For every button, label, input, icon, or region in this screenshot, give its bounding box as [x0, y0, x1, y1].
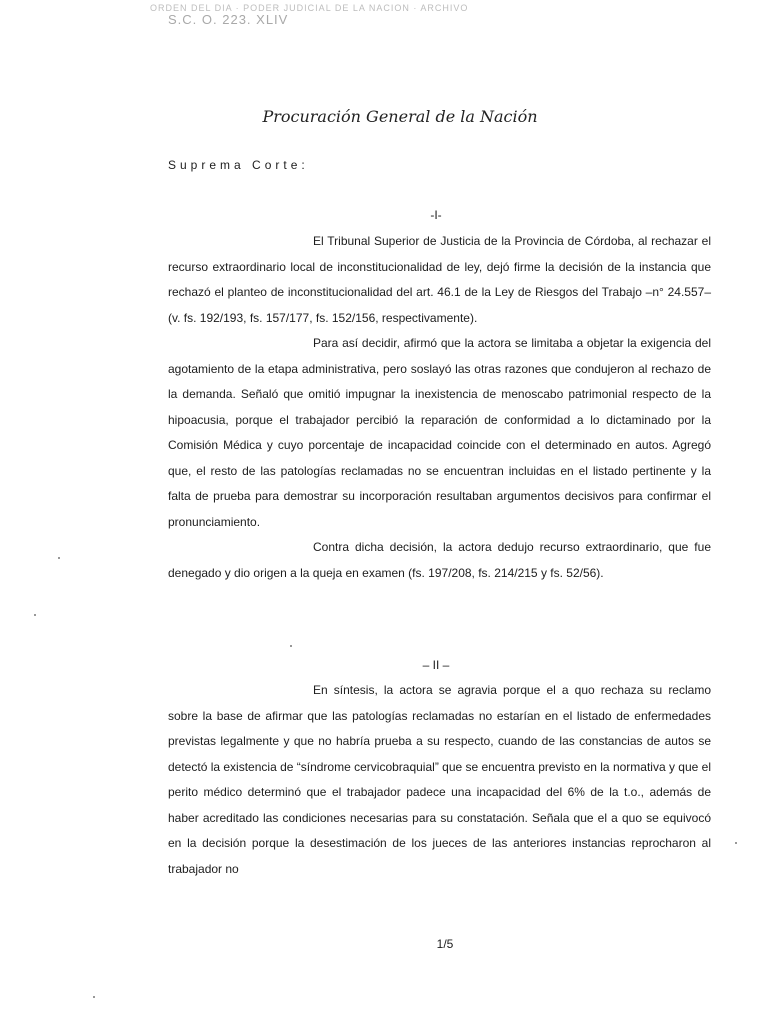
paragraph: Contra dicha decisión, la actora dedujo recurso extraordinario, que fue denegado y dio origen a la queja en examen (fs. 197/208, fs. 214/215 y fs. 52/56).	[168, 540, 711, 580]
case-reference: S.C. O. 223. XLIV	[168, 12, 289, 27]
scan-speck	[290, 645, 292, 647]
salutation: Suprema Corte:	[168, 158, 309, 172]
section-1-body	[168, 229, 711, 586]
paragraph: El Tribunal Superior de Justicia de la Provincia de Córdoba, al rechazar el recurso extraordinario local de inconstitucionalidad de ley, dejó firme la decisión de la instancia que rechazó el planteo de inconstitucionalidad del art. 46.1 de la Ley de Riesgos del Trabajo –n° 24.557– (v. fs. 192/193, fs. 157/177, fs. 152/156, respectivamente).	[168, 234, 711, 325]
scan-speck	[34, 614, 36, 616]
section-2-body	[168, 678, 711, 882]
section-number-2: – II –	[422, 658, 450, 672]
scan-speck	[93, 996, 95, 998]
scan-speck	[735, 842, 737, 844]
section-number-1: -I-	[430, 208, 442, 222]
page-number: 1/5	[436, 937, 454, 951]
paragraph: Para así decidir, afirmó que la actora se limitaba a objetar la exigencia del agotamiento de la etapa administrativa, pero soslayó las otras razones que condujeron al rechazo de la demanda. Señaló que omitió impugnar la inexistencia de menoscabo patrimonial respecto de la hipoacusia, porque el trabajador percibió la reparación de conformidad a lo dictaminado por la Comisión Médica y cuyo porcentaje de incapacidad coincide con el determinado en autos. Agregó que, el resto de las patologías reclamadas no se encuentran incluidas en el listado pertinente y la falta de prueba para demostrar su incorporación resultaban argumentos decisivos para confirmar el pronunciamiento.	[168, 336, 711, 529]
letterhead-title: Procuración General de la Nación	[262, 107, 538, 126]
scan-speck	[58, 557, 60, 559]
paragraph: En síntesis, la actora se agravia porque el a quo rechaza su reclamo sobre la base de afirmar que las patologías reclamadas no estarían en el listado de enfermedades previstas legalmente y que no habría prueba a su respecto, cuando de las constancias de autos se detectó la existencia de “síndrome cervicobraquial” que se encuentra previsto en la normativa y que el perito médico determinó que el trabajador padece una incapacidad del 6% de la t.o., además de haber acreditado las condiciones necesarias para su constatación. Señala que el a quo se equivocó en la decisión porque la desestimación de los jueces de las anteriores instancias reprocharon al trabajador no	[168, 683, 711, 876]
archive-stamp-line: ORDEN DEL DIA · PODER JUDICIAL DE LA NACION · ARCHIVO	[150, 3, 469, 13]
